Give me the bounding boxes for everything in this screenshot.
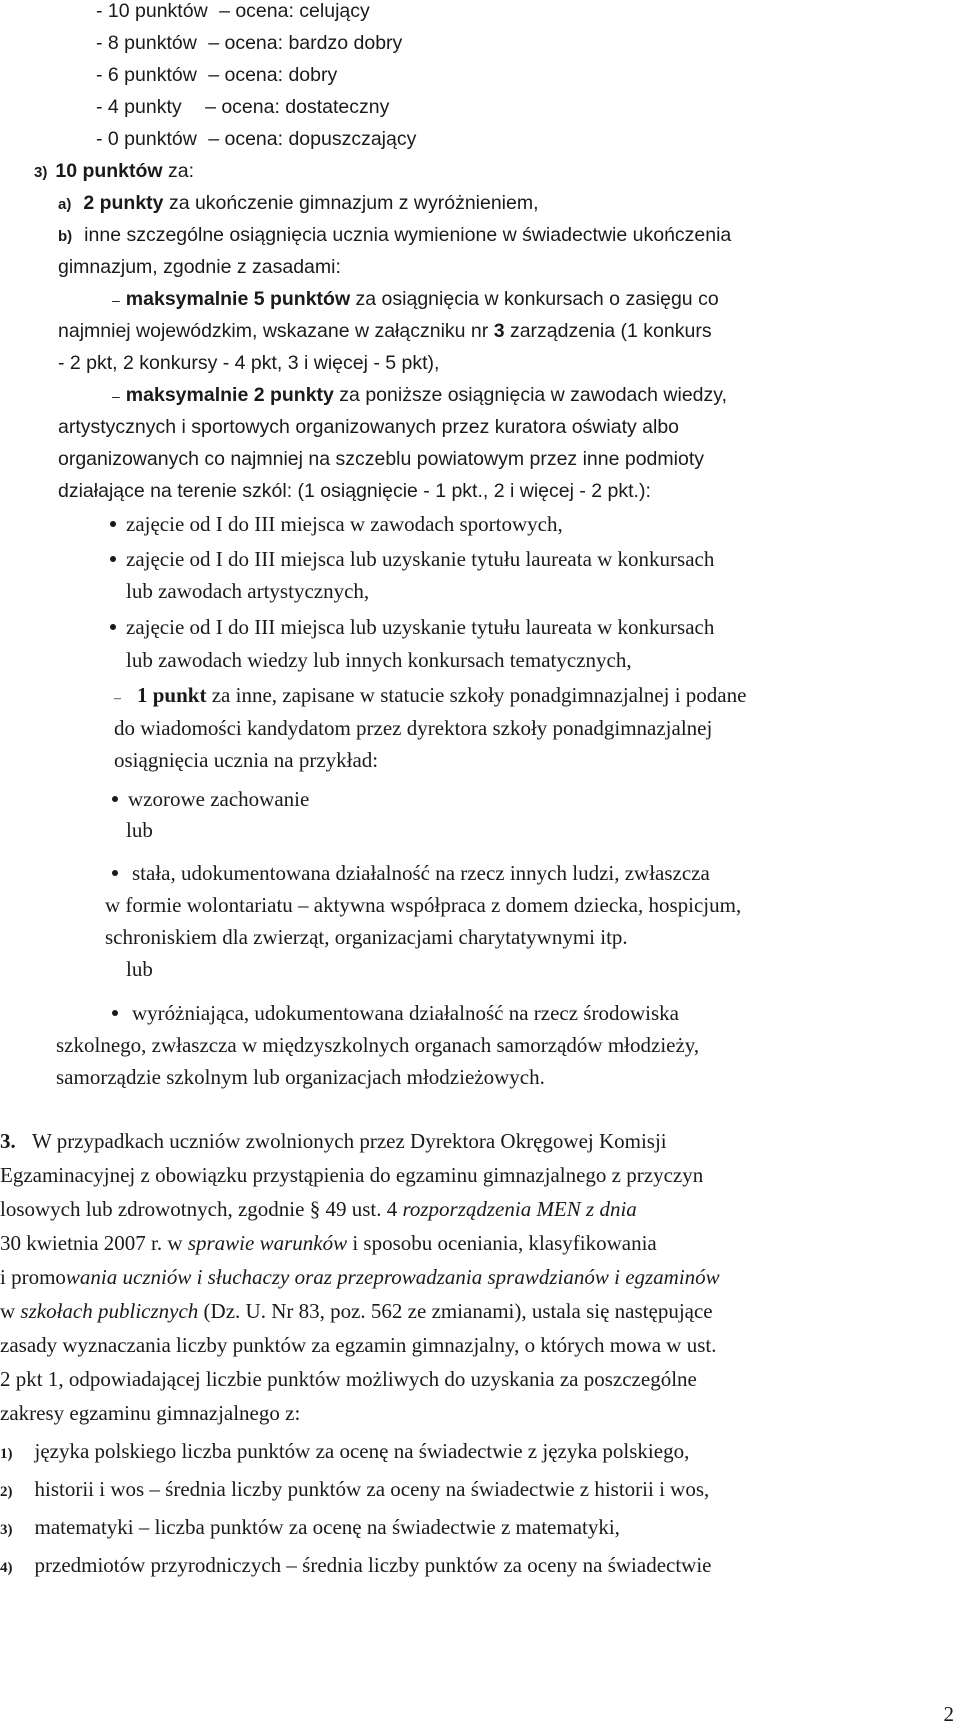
bullet-icon (110, 624, 116, 630)
section-paragraph-line: zasady wyznaczania liczby punktów za egzamin gimnazjalny, o których mowa w ust. (0, 1333, 717, 1357)
rule-1pt-cont: osiągnięcia ucznia na przykład: (114, 748, 379, 772)
list-item-cont: lub zawodach wiedzy lub innych konkursach tematycznych, (126, 648, 632, 672)
grade-line: - 10 punktów – ocena: celujący (96, 0, 370, 22)
or-connector: lub (126, 818, 153, 842)
rule-max2-cont: działające na terenie szkól: (1 osiągnięcie - 1 pkt., 2 i więcej - 2 pkt.): (58, 480, 651, 502)
rule-max2-cont: artystycznych i sportowych organizowanych przez kuratora oświaty albo (58, 416, 680, 438)
bullet-icon (110, 521, 116, 527)
list-item: zajęcie od I do III miejsca lub uzyskanie tytułu laureata w konkursach (110, 544, 714, 574)
subject-item: 3) matematyki – liczba punktów za ocenę na świadectwie z matematyki, (0, 1515, 620, 1539)
example-item-cont: szkolnego, zwłaszcza w międzyszkolnych organach samorządów młodzieży, (56, 1033, 700, 1057)
rule-max5-cont: najmniej wojewódzkim, wskazane w załączniku nr 3 zarządzenia (1 konkurs (58, 320, 712, 342)
section-paragraph-line: 2 pkt 1, odpowiadającej liczbie punktów możliwych do uzyskania za poszczególne (0, 1367, 697, 1391)
section-paragraph-line: i promowania uczniów i słuchaczy oraz przeprowadzania sprawdzianów i egzaminów (0, 1265, 720, 1289)
example-item: stała, udokumentowana działalność na rzecz innych ludzi, zwłaszcza (112, 858, 710, 888)
example-item: wzorowe zachowanie (112, 784, 309, 814)
grade-line: - 0 punktów – ocena: dopuszczający (96, 128, 417, 150)
subject-item: 4) przedmiotów przyrodniczych – średnia liczby punktów za oceny na świadectwie (0, 1553, 712, 1577)
rule-max5-cont: - 2 pkt, 2 konkursy - 4 pkt, 3 i więcej - 5 pkt), (58, 352, 440, 374)
rule-max5: – maksymalnie 5 punktów za osiągnięcia w konkursach o zasięgu co (112, 288, 719, 310)
example-item-cont: samorządzie szkolnym lub organizacjach młodzieżowych. (56, 1065, 545, 1089)
section-number: 3. (0, 1129, 16, 1153)
section-paragraph-line: 30 kwietnia 2007 r. w sprawie warunków i sposobu oceniania, klasyfikowania (0, 1231, 657, 1255)
rule-1pt: – 1 punkt za inne, zapisane w statucie szkoły ponadgimnazjalnej i podane (114, 683, 747, 707)
list-item-3: 3) 10 punktów za: (34, 160, 195, 182)
bullet-icon (112, 796, 118, 802)
grade-line: - 6 punktów – ocena: dobry (96, 64, 338, 86)
section-paragraph-line: W przypadkach uczniów zwolnionych przez Dyrektora Okręgowej Komisji (32, 1129, 667, 1153)
section-paragraph-line: losowych lub zdrowotnych, zgodnie § 49 ust. 4 rozporządzenia MEN z dnia (0, 1197, 637, 1221)
example-item-cont: w formie wolontariatu – aktywna współpraca z domem dziecka, hospicjum, (105, 893, 742, 917)
subject-item: 1) języka polskiego liczba punktów za ocenę na świadectwie z języka polskiego, (0, 1439, 690, 1463)
bullet-icon (112, 870, 118, 876)
or-connector: lub (126, 957, 153, 981)
list-item-b-cont: gimnazjum, zgodnie z zasadami: (58, 256, 341, 278)
bullet-icon (112, 1010, 118, 1016)
list-item: zajęcie od I do III miejsca w zawodach sportowych, (110, 509, 563, 539)
list-item: zajęcie od I do III miejsca lub uzyskanie tytułu laureata w konkursach (110, 612, 714, 642)
grade-line: - 8 punktów – ocena: bardzo dobry (96, 32, 403, 54)
example-item-cont: schroniskiem dla zwierząt, organizacjami charytatywnymi itp. (105, 925, 628, 949)
list-item-cont: lub zawodach artystycznych, (126, 579, 370, 603)
section-paragraph-line: w szkołach publicznych (Dz. U. Nr 83, poz. 562 ze zmianami), ustala się następujące (0, 1299, 713, 1323)
list-item-b: b) inne szczególne osiągnięcia ucznia wymienione w świadectwie ukończenia (58, 224, 732, 246)
grade-line: - 4 punkty – ocena: dostateczny (96, 96, 390, 118)
subject-item: 2) historii i wos – średnia liczby punktów za oceny na świadectwie z historii i wos, (0, 1477, 710, 1501)
rule-max2-cont: organizowanych co najmniej na szczeblu powiatowym przez inne podmioty (58, 448, 704, 470)
section-paragraph-line: zakresy egzaminu gimnazjalnego z: (0, 1401, 301, 1425)
list-item-a: a) 2 punkty za ukończenie gimnazjum z wyróżnieniem, (58, 192, 539, 214)
rule-1pt-cont: do wiadomości kandydatom przez dyrektora szkoły ponadgimnazjalnej (114, 716, 713, 740)
rule-max2: – maksymalnie 2 punkty za poniższe osiągnięcia w zawodach wiedzy, (112, 384, 727, 406)
page-number: 2 (943, 1702, 954, 1726)
section-paragraph-line: Egzaminacyjnej z obowiązku przystąpienia do egzaminu gimnazjalnego z przyczyn (0, 1163, 704, 1187)
bullet-icon (110, 556, 116, 562)
example-item: wyróżniająca, udokumentowana działalność na rzecz środowiska (112, 998, 679, 1028)
